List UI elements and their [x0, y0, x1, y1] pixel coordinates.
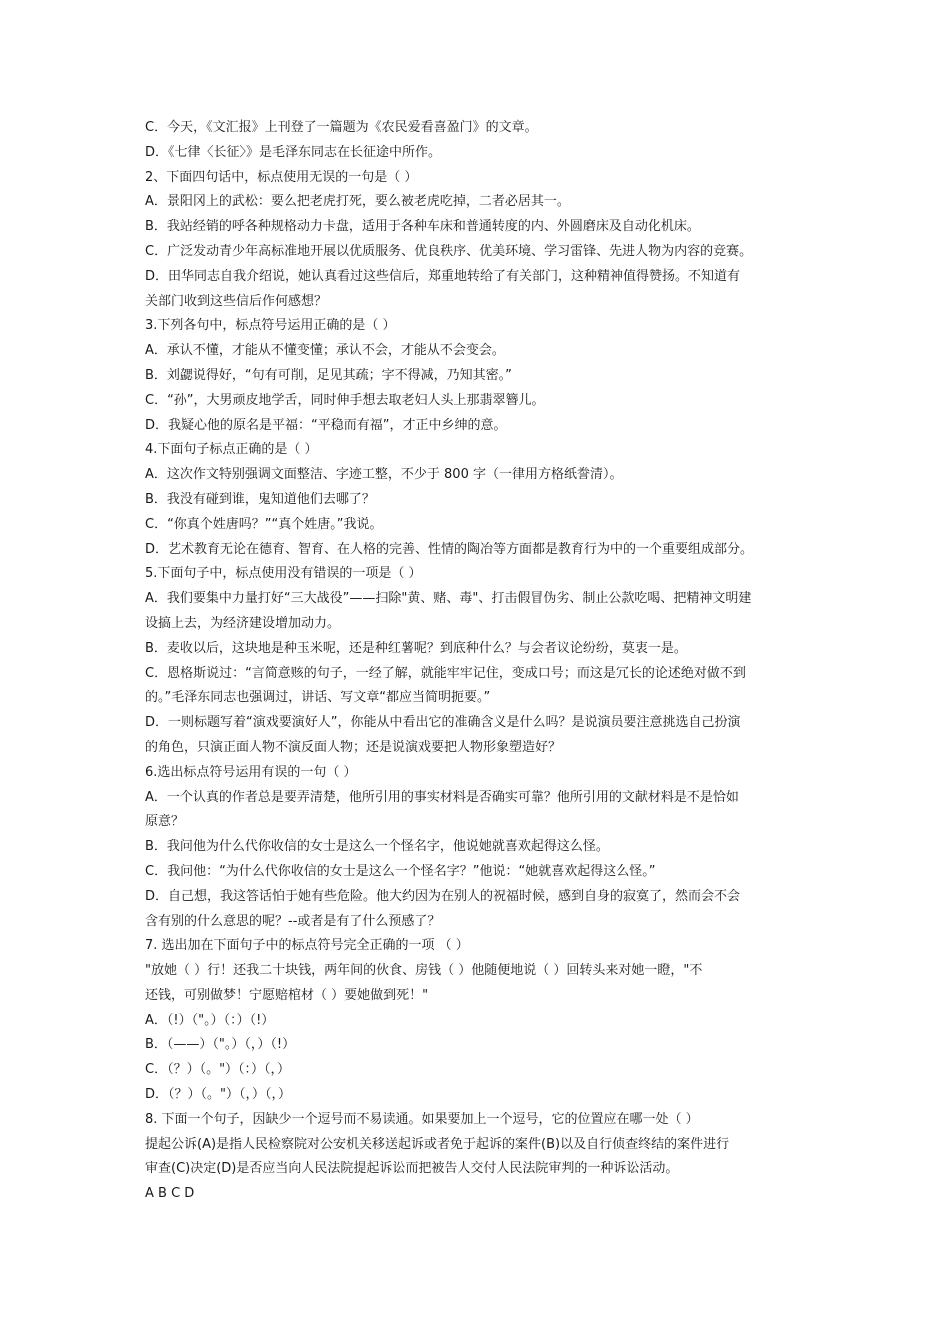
text-line: C．恩格斯说过：“言简意赅的句子，一经了解，就能牢牢记住，变成口号；而这是冗长的论述绝对做不到: [145, 665, 746, 681]
text-line: B．我问他为什么代你收信的女士是这么一个怪名字，他说她就喜欢起得这么怪。: [145, 839, 609, 855]
text-line: D．艺术教育无论在德育、智育、在人格的完善、性情的陶冶等方面都是教育行为中的一个重要组成部分。: [145, 541, 754, 557]
text-line: A B C D: [145, 1186, 195, 1202]
question-7-stem: 7. 选出加在下面句子中的标点符号完全正确的一项 （ ）: [145, 938, 469, 954]
question-2-stem: 2、下面四句话中，标点使用无误的一句是（ ）: [145, 169, 418, 185]
document-page: [145, 116, 813, 1207]
text-line: 提起公诉(A)是指人民检察院对公安机关移送起诉或者免于起诉的案件(B)以及自行侦查终结的案件进行: [145, 1136, 730, 1152]
text-line: C．“孙”，大男顽皮地学舌，同时伸手想去取老妇人头上那翡翠簪儿。: [145, 392, 545, 408]
question-4-stem: 4.下面句子标点正确的是（ ）: [145, 442, 318, 458]
text-line: 的。”毛泽东同志也强调过，讲话、写文章“都应当简明扼要。”: [145, 690, 491, 706]
text-line: B．我没有碰到谁，鬼知道他们去哪了？: [145, 491, 375, 507]
text-line: A．一个认真的作者总是要弄清楚，他所引用的事实材料是否确实可靠？他所引用的文献材料是不是恰如: [145, 789, 739, 805]
text-line: C．“你真个姓唐吗？”“真个姓唐。”我说。: [145, 516, 383, 532]
text-line: D．田华同志自我介绍说，她认真看过这些信后，郑重地转给了有关部门，这种精神值得赞扬。不知道有: [145, 268, 741, 284]
text-line: D．我疑心他的原名是平福：“平稳而有福”，才正中乡绅的意。: [145, 417, 507, 433]
text-line: B．（——）（"。）（，）（!）: [145, 1037, 296, 1053]
question-8-stem: 8. 下面一个句子，因缺少一个逗号而不易读通。如果要加上一个逗号，它的位置应在哪一处（ ）: [145, 1111, 699, 1127]
text-line: A．承认不懂，才能从不懂变懂；承认不会，才能从不会变会。: [145, 343, 505, 359]
text-line: D．（？）（。"）（，）（，）: [145, 1087, 291, 1103]
text-line: A．（!）（"。）（：）（!）: [145, 1012, 275, 1028]
text-line: 还钱，可别做梦！宁愿赔棺材（ ）要她做到死！": [145, 987, 429, 1003]
question-5-stem: 5.下面句子中，标点使用没有错误的一项是（ ）: [145, 566, 422, 582]
text-line: C．（？）（。"）（：）（，）: [145, 1062, 291, 1078]
text-line: 关部门收到这些信后作何感想？: [145, 293, 328, 309]
text-line: 原意？: [145, 814, 185, 830]
text-line: C．广泛发动青少年高标准地开展以优质服务、优良秩序、优美环境、学习雷锋、先进人物为内容的竞赛。: [145, 243, 753, 259]
text-line: B．我站经销的呼各种规格动力卡盘，适用于各种车床和普通转度的内、外圆磨床及自动化机床。: [145, 219, 700, 235]
text-line: D．一则标题写着“演戏要演好人”，你能从中看出它的准确含义是什么吗？是说演员要注意挑选自己扮演: [145, 715, 741, 731]
text-line: C．我问他：“为什么代你收信的女士是这么一个怪名字？”他说：“她就喜欢起得这么怪。”: [145, 863, 656, 879]
text-line: A．这次作文特别强调文面整洁、字迹工整，不少于 800 字（一律用方格纸誊清）。: [145, 467, 623, 483]
text-line: 含有别的什么意思的呢？--或者是有了什么预感了？: [145, 913, 441, 929]
text-line: 的角色，只演正面人物不演反面人物；还是说演戏要把人物形象塑造好？: [145, 739, 562, 755]
text-line: B．麦收以后，这块地是种玉米呢，还是种红薯呢？到底种什么？与会者议论纷纷，莫衷一是。: [145, 640, 687, 656]
text-line: D．《七律〈长征〉》是毛泽东同志在长征途中所作。: [145, 144, 442, 160]
text-line: 审查(C)决定(D)是否应当向人民法院提起诉讼而把被告人交付人民法院审判的一种诉讼活动。: [145, 1161, 679, 1177]
text-line: 设搞上去，为经济建设增加动力。: [145, 615, 341, 631]
text-line: "放她（ ）行！还我二十块钱，两年间的伙食、房钱（ ）他随便地说（ ）回转头来对她一瞪，"不: [145, 963, 703, 979]
question-6-stem: 6.选出标点符号运用有误的一句（ ）: [145, 764, 357, 780]
question-3-stem: 3.下列各句中，标点符号运用正确的是（ ）: [145, 318, 396, 334]
text-line: C．今天，《文汇报》上刊登了一篇题为《农民爱看喜盈门》的文章。: [145, 120, 538, 135]
text-line: A．景阳冈上的武松：要么把老虎打死，要么被老虎吃掉，二者必居其一。: [145, 194, 570, 210]
text-line: A．我们要集中力量打好“三大战役”——扫除"黄、赌、毒"、打击假冒伪劣、制止公款吃喝、把精神文明建: [145, 591, 752, 607]
text-line: B．刘勰说得好，“句有可削，足见其疏；字不得减，乃知其密。”: [145, 367, 512, 383]
text-line: D．自己想，我这答话怕于她有些危险。他大约因为在别人的祝福时候，感到自身的寂寞了，然而会不会: [145, 888, 741, 904]
